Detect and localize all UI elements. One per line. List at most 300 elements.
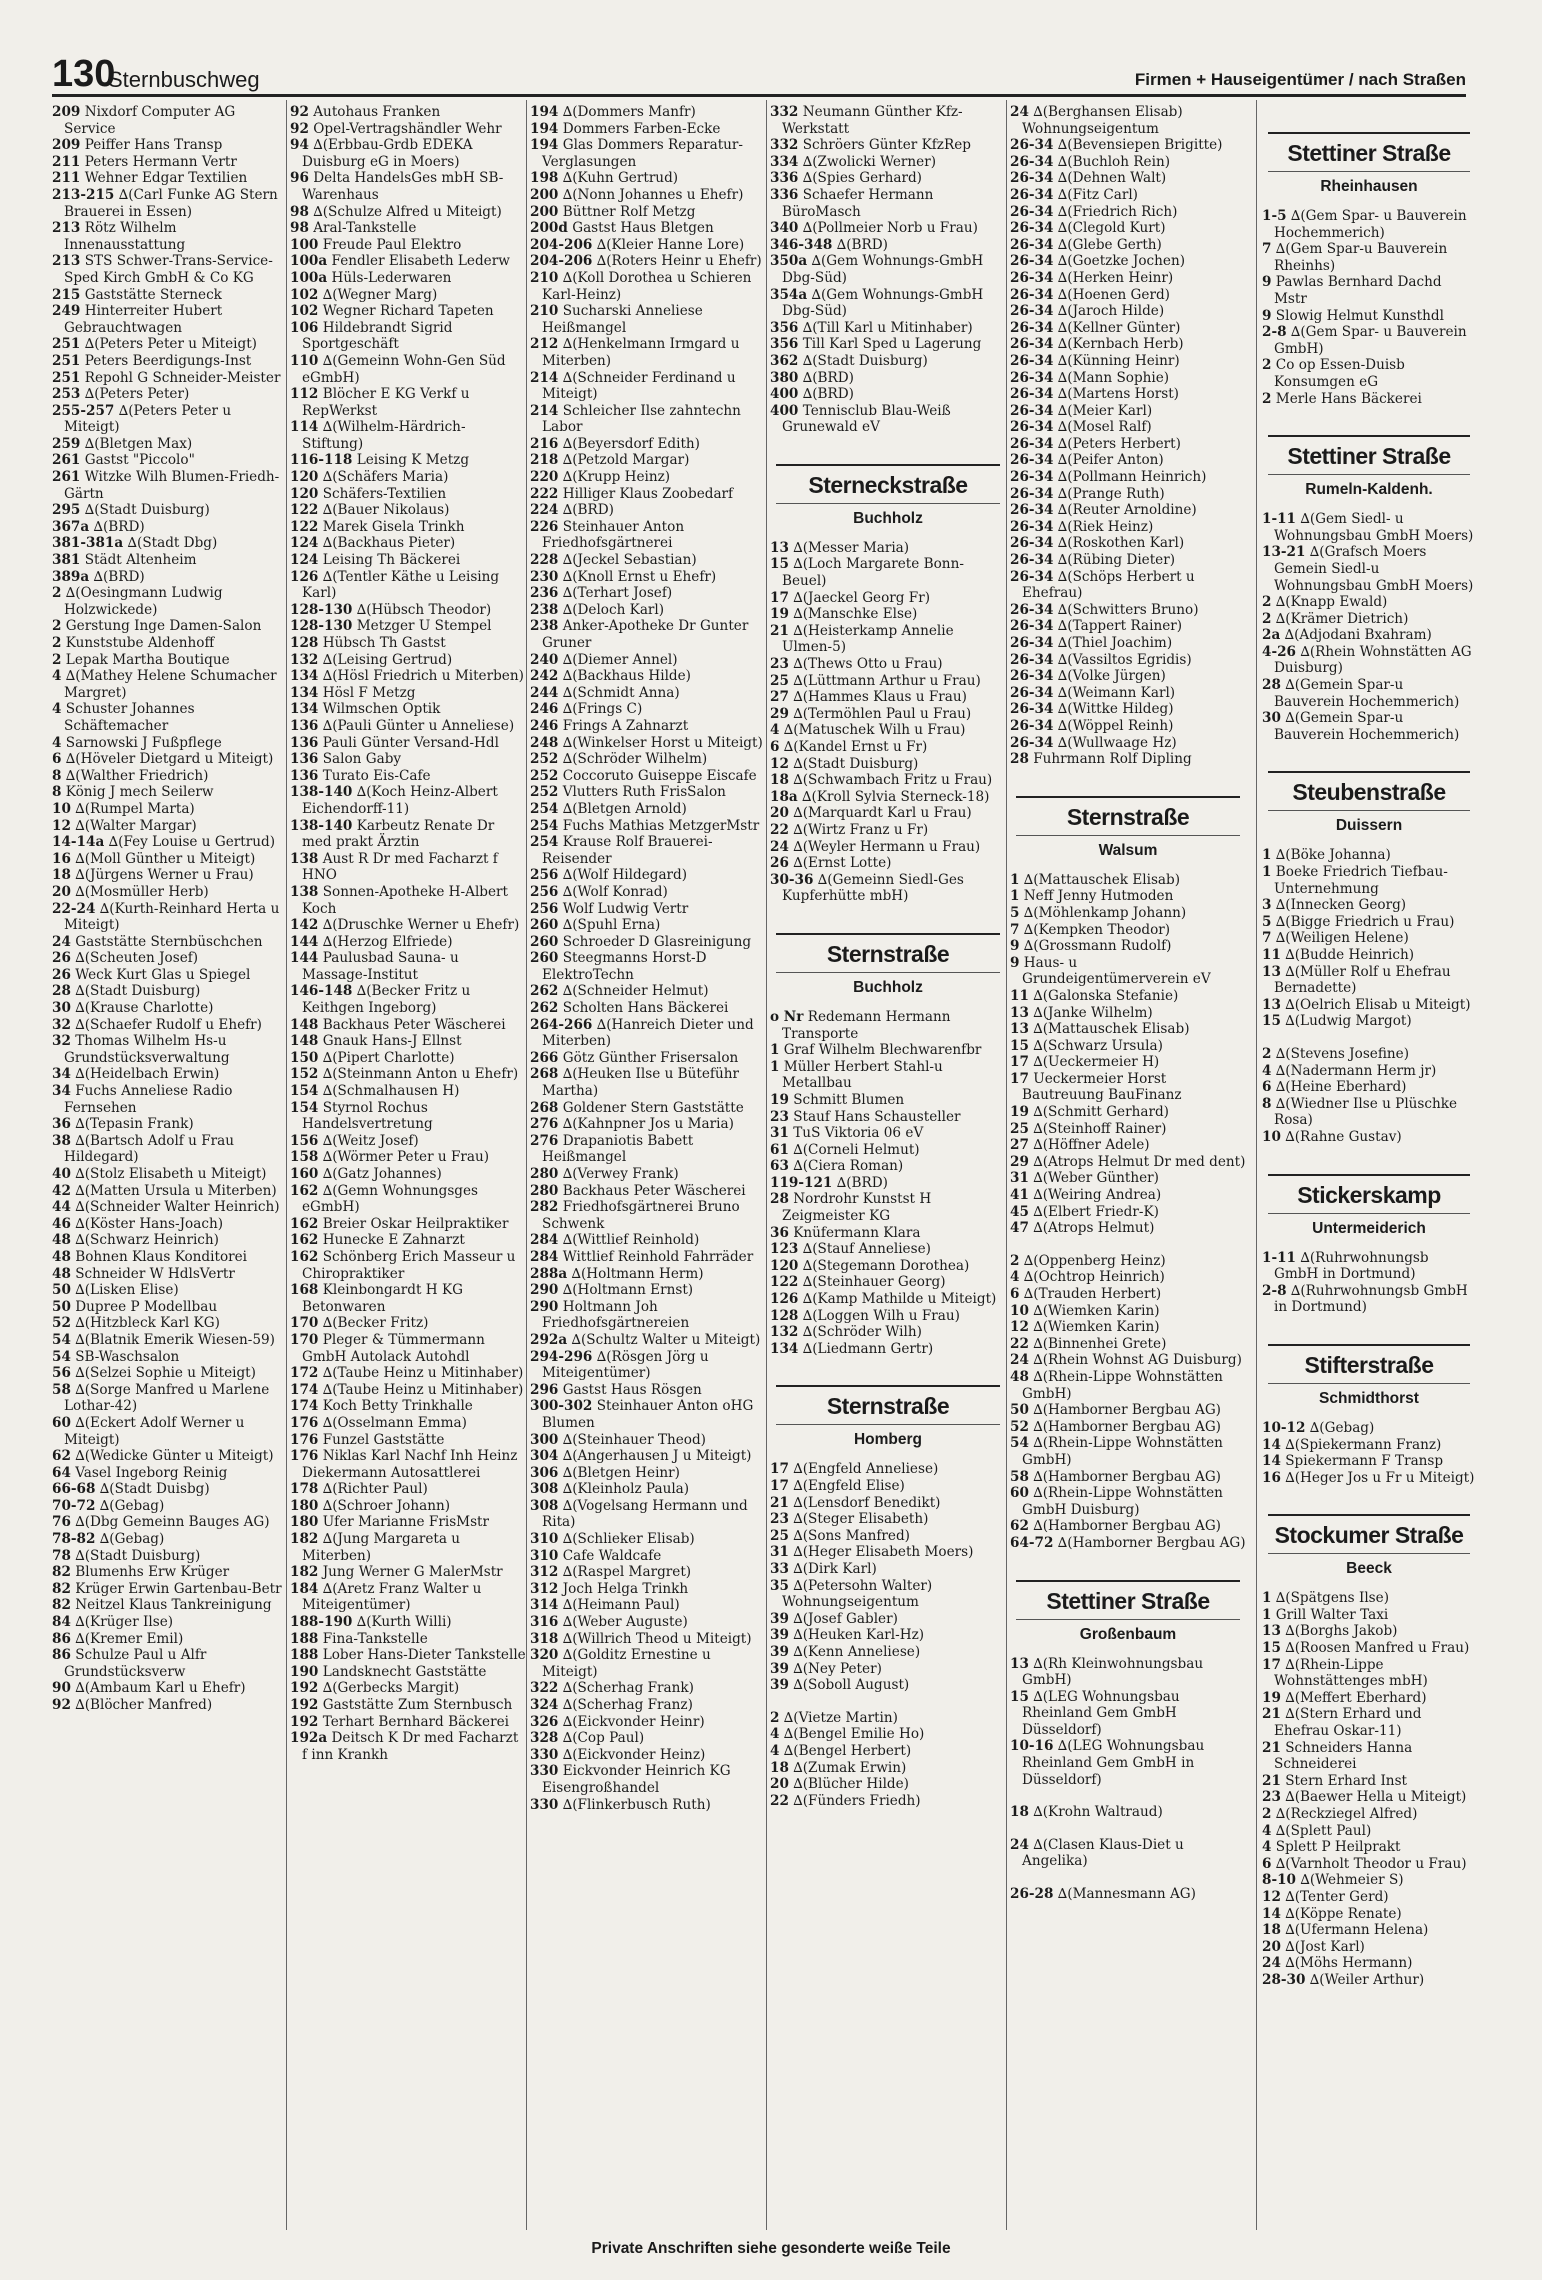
- house-number: 156: [290, 1132, 319, 1149]
- house-number: 136: [290, 717, 319, 734]
- house-number: 174: [290, 1381, 319, 1398]
- entry-text: Goldener Stern Gaststätte: [558, 1099, 744, 1116]
- house-number: 30-36: [770, 871, 814, 888]
- entry-text: ∆(Hamborner Bergbau AG): [1028, 1402, 1221, 1419]
- entry-text: ∆(Mattauschek Elisab): [1028, 1021, 1190, 1038]
- entry-text: ∆(Blücher Hilde): [788, 1776, 909, 1793]
- house-number: 194: [530, 104, 559, 120]
- entry-text: Gnauk Hans-J Ellnst: [318, 1033, 462, 1050]
- listing-entry: [290, 1066, 526, 1083]
- listing-entry: [530, 751, 766, 768]
- entry-text: ∆(Roters Heinr u Ehefr): [592, 253, 762, 270]
- entry-text: ∆(Heger Elisabeth Moers): [788, 1544, 974, 1561]
- listing-entry: [290, 1033, 526, 1050]
- house-number: 46: [52, 1215, 71, 1232]
- house-number: 282: [530, 1199, 559, 1216]
- entry-text: ∆(Kurth Willi): [352, 1614, 452, 1631]
- entry-text: Peters Hermann Vertr: [80, 153, 237, 170]
- listing-entry: [770, 170, 1006, 187]
- entry-text: ∆(Gemeinn Siedl-Ges Kupferhütte mbH): [782, 871, 964, 905]
- listing-entry: [530, 784, 766, 801]
- house-number: 15: [770, 556, 789, 573]
- listing-entry: [770, 1341, 1006, 1358]
- house-number: 22: [770, 1792, 789, 1809]
- house-number: 310: [530, 1531, 559, 1548]
- house-number: 316: [530, 1614, 559, 1631]
- listing-entry: [1010, 237, 1246, 254]
- listing-entry: [1262, 1955, 1476, 1972]
- entry-text: ∆(Peters Peter): [80, 386, 190, 403]
- entry-text: ∆(Corneli Helmut): [788, 1141, 920, 1158]
- house-number: 256: [530, 883, 559, 900]
- house-number: 18a: [770, 788, 798, 805]
- entry-text: ∆(Weber Auguste): [558, 1614, 688, 1631]
- entry-text: ∆(Kenn Anneliese): [788, 1643, 921, 1660]
- house-number: 123: [770, 1241, 799, 1258]
- listing-entry: [1010, 336, 1246, 353]
- listing-entry: [1010, 1435, 1246, 1468]
- house-number: 381-381a: [52, 535, 124, 552]
- entry-text: ∆(Künning Heinr): [1053, 352, 1180, 369]
- house-number: 215: [52, 286, 81, 303]
- listing-entry: [1010, 685, 1246, 702]
- entry-text: ∆(Jaeckel Georg Fr): [788, 589, 931, 606]
- listing-entry: [1262, 1063, 1476, 1080]
- district-name: Rumeln-Kaldenh.: [1305, 481, 1433, 499]
- house-number: 266: [530, 1049, 559, 1066]
- entry-text: Metzger U Stempel: [352, 618, 492, 635]
- house-number: 39: [770, 1610, 789, 1627]
- listing-entry: [290, 170, 526, 203]
- entry-text: ∆(Jost Karl): [1280, 1938, 1365, 1955]
- listing-entry: [1262, 947, 1476, 964]
- listing-entry: [770, 1059, 1006, 1092]
- house-number: 39: [770, 1627, 789, 1644]
- entry-text: ∆(Pauli Günter u Anneliese): [318, 717, 515, 734]
- street-section-header: [776, 933, 1000, 1003]
- entry-text: ∆(Gebag): [95, 1497, 165, 1514]
- listing-entry: [770, 1125, 1006, 1142]
- house-number: 188: [290, 1630, 319, 1647]
- listing-entry: [1262, 710, 1476, 743]
- entry-text: ∆(Messer Maria): [788, 539, 910, 556]
- listing-entry: [52, 983, 288, 1000]
- entry-text: Nixdorf Computer AG Service: [64, 104, 236, 137]
- house-number: 128: [290, 635, 319, 651]
- house-number: 308: [530, 1481, 559, 1498]
- listing-entry: [290, 1149, 526, 1166]
- listing-entry: [770, 320, 1006, 337]
- entry-text: ∆(Knapp Ewald): [1271, 594, 1388, 611]
- entry-text: ∆(Moll Günther u Miteigt): [70, 850, 256, 867]
- house-number: 276: [530, 1132, 559, 1149]
- entry-text: ∆(Clegold Kurt): [1053, 220, 1166, 237]
- listing-entry: [530, 1763, 766, 1796]
- listing-entry: [1262, 1839, 1476, 1856]
- entry-text: Neitzel Klaus Tankreinigung: [70, 1597, 272, 1614]
- listing-entry: [530, 1000, 766, 1017]
- entry-text: ∆(Gem Wohnungs-GmbH Dbg-Süd): [782, 253, 984, 286]
- entry-text: ∆(Thews Otto u Frau): [788, 656, 943, 673]
- listing-entry: [770, 1511, 1006, 1528]
- listing-entry: [530, 1697, 766, 1714]
- listing-entry: [290, 552, 526, 569]
- house-number: 214: [530, 369, 559, 386]
- house-number: 152: [290, 1066, 319, 1083]
- listing-entry: [530, 618, 766, 651]
- entry-text: ∆(Lüttmann Arthur u Frau): [788, 672, 981, 689]
- entry-text: Peiffer Hans Transp: [80, 137, 223, 154]
- listing-entry: [770, 220, 1006, 237]
- house-number: 6: [52, 751, 62, 768]
- entry-text: ∆(Zwolicki Werner): [798, 153, 936, 170]
- listing-entry: [530, 1448, 766, 1465]
- listing-spacer: [1010, 1237, 1246, 1253]
- listing-entry: [530, 253, 766, 270]
- entry-text: ∆(Zumak Erwin): [788, 1759, 907, 1776]
- entry-text: ∆(Wiedner Ilse u Plüschke Rosa): [1271, 1095, 1458, 1129]
- entry-text: ∆(Möhlenkamp Johann): [1019, 904, 1187, 921]
- listing-entry: [52, 1581, 288, 1598]
- house-number: 33: [770, 1560, 789, 1577]
- listing-entry: [1262, 357, 1476, 390]
- house-number: 184: [290, 1580, 319, 1597]
- house-number: 20: [770, 805, 789, 822]
- listing-entry: [1010, 618, 1246, 635]
- listing-entry: [1262, 1640, 1476, 1657]
- house-number: 26-34: [1010, 618, 1054, 635]
- house-number: 26-34: [1010, 336, 1054, 353]
- entry-text: ∆(Krause Charlotte): [70, 1000, 214, 1017]
- listing-entry: [52, 668, 288, 701]
- listing-entry: [770, 1627, 1006, 1644]
- entry-text: ∆(Hamborner Bergbau AG): [1028, 1468, 1221, 1485]
- entry-text: ∆(Holtmann Ernst): [558, 1282, 694, 1299]
- house-number: 182: [290, 1531, 319, 1548]
- house-number: 294-296: [530, 1348, 593, 1365]
- entry-text: ∆(Backhaus Pieter): [318, 535, 456, 552]
- entry-text: ∆(Janke Wilhelm): [1028, 1004, 1153, 1021]
- entry-text: ∆(Mann Sophie): [1053, 369, 1170, 386]
- entry-text: ∆(Ruhrwohnungsb GmbH in Dortmund): [1274, 1249, 1429, 1283]
- listing-entry: [530, 652, 766, 669]
- listing-entry: [290, 469, 526, 486]
- house-number: 13: [1262, 963, 1281, 980]
- entry-text: ∆(Kleinholz Paula): [558, 1481, 690, 1498]
- listing-entry: [1262, 1806, 1476, 1823]
- entry-text: ∆(Ueckermeier H): [1028, 1054, 1160, 1071]
- listing-entry: [1262, 1453, 1476, 1470]
- house-number: 290: [530, 1282, 559, 1299]
- house-number: 28: [1010, 751, 1029, 768]
- listing-entry: [290, 353, 526, 386]
- entry-text: Opel-Vertragshändler Wehr: [308, 120, 502, 137]
- listing-entry: [1262, 1607, 1476, 1624]
- house-number: 176: [290, 1448, 319, 1465]
- listing-entry: [770, 1225, 1006, 1242]
- district-name: Großenbaum: [1079, 1625, 1177, 1643]
- listing-entry: [290, 253, 526, 270]
- house-number: 26: [52, 966, 71, 983]
- entry-text: ∆(Rahne Gustav): [1280, 1128, 1402, 1145]
- listing-entry: [530, 934, 766, 951]
- house-number: 330: [530, 1796, 559, 1813]
- house-number: 128-130: [290, 601, 353, 618]
- house-number: 31: [770, 1544, 789, 1561]
- entry-text: ∆(Selzei Sophie u Miteigt): [70, 1365, 256, 1382]
- entry-text: Vasel Ingeborg Reinig: [70, 1464, 228, 1481]
- entry-text: Cafe Waldcafe: [558, 1547, 662, 1564]
- house-number: 240: [530, 651, 559, 668]
- listing-entry: [1010, 1689, 1246, 1739]
- house-number: 400: [770, 386, 799, 403]
- house-number: 238: [530, 618, 559, 635]
- entry-text: Fina-Tankstelle: [318, 1630, 428, 1647]
- entry-text: Krause Rolf Brauerei-Reisender: [542, 834, 713, 867]
- listing-entry: [770, 1578, 1006, 1611]
- page-number: 130: [52, 53, 116, 95]
- entry-text: ∆(Köppe Renate): [1280, 1905, 1402, 1922]
- entry-text: ∆(Spätgens Ilse): [1271, 1590, 1390, 1607]
- house-number: 7: [1262, 241, 1272, 258]
- house-number: 304: [530, 1448, 559, 1465]
- listing-entry: [290, 685, 526, 702]
- listing-entry: [530, 867, 766, 884]
- house-number: 35: [770, 1577, 789, 1594]
- house-number: 1-11: [1262, 1249, 1297, 1266]
- house-number: 213: [52, 220, 81, 237]
- house-number: 262: [530, 1000, 559, 1017]
- listing-entry: [290, 701, 526, 718]
- listing-entry: [52, 1332, 288, 1349]
- entry-text: ∆(Eckert Adolf Werner u Miteigt): [64, 1414, 245, 1448]
- listing-entry: [530, 1382, 766, 1399]
- house-number: 30: [1262, 710, 1281, 727]
- listing-entry: [52, 403, 288, 436]
- house-number: 26-34: [1010, 635, 1054, 651]
- house-number: 228: [530, 552, 559, 569]
- house-number: 24: [1010, 1836, 1029, 1853]
- listing-entry: [770, 1710, 1006, 1727]
- entry-text: ∆(Gebag): [1305, 1419, 1375, 1436]
- listing-entry: [1010, 353, 1246, 370]
- entry-text: ∆(Kleier Hanne Lore): [592, 236, 745, 253]
- house-number: 136: [290, 767, 319, 784]
- listing-entry: [530, 701, 766, 718]
- entry-text: ∆(Wolf Konrad): [558, 883, 668, 900]
- listing-entry: [1262, 1889, 1476, 1906]
- listing-entry: [530, 370, 766, 403]
- listing-spacer: [1010, 1870, 1246, 1886]
- listing-entry: [290, 104, 526, 121]
- listing-entry: [290, 220, 526, 237]
- listing-entry: [530, 270, 766, 303]
- entry-text: ∆(Walther Friedrich): [61, 767, 209, 784]
- entry-text: Kleinbongardt H KG Betonwaren: [302, 1282, 463, 1315]
- entry-text: ∆(Thiel Joachim): [1053, 635, 1173, 651]
- district-name: Homberg: [853, 1431, 923, 1449]
- listing-entry: [1262, 1906, 1476, 1923]
- listing-entry: [770, 1528, 1006, 1545]
- listing-column-3: [530, 104, 766, 2232]
- entry-text: ∆(Weyler Hermann u Frau): [788, 838, 981, 855]
- house-number: 255-257: [52, 402, 115, 419]
- house-number: 138: [290, 883, 319, 900]
- entry-text: ∆(Tentler Käthe u Leising Karl): [302, 568, 500, 602]
- entry-text: ∆(Terhart Josef): [558, 585, 673, 602]
- entry-text: Merle Hans Bäckerei: [1271, 390, 1422, 407]
- house-number: 21: [770, 622, 789, 639]
- listing-entry: [52, 303, 288, 336]
- listing-column-4: [770, 104, 1006, 2232]
- entry-text: Turato Eis-Cafe: [318, 767, 431, 784]
- listing-entry: [1010, 1303, 1246, 1320]
- house-number: 84: [52, 1614, 71, 1631]
- entry-text: ∆(Scheuten Josef): [70, 950, 199, 967]
- house-number: 48: [52, 1232, 71, 1249]
- house-number: 174: [290, 1398, 319, 1415]
- entry-text: ∆(Krüger Ilse): [70, 1614, 174, 1631]
- listing-entry: [52, 287, 288, 304]
- entry-text: ∆(Ney Peter): [788, 1660, 882, 1677]
- entry-text: ∆(Goetzke Jochen): [1053, 253, 1186, 270]
- house-number: 15: [1010, 1037, 1029, 1054]
- house-number: 26: [770, 855, 789, 872]
- entry-text: ∆(Stadt Duisburg): [80, 502, 210, 519]
- entry-text: ∆(Riek Heinz): [1053, 518, 1154, 535]
- street-section-header: [1268, 132, 1470, 202]
- house-number: 144: [290, 950, 319, 967]
- entry-text: ∆(Winkelser Horst u Miteigt): [558, 734, 763, 751]
- house-number: 222: [530, 485, 559, 502]
- house-number: 211: [52, 170, 81, 187]
- entry-text: Hilliger Klaus Zoobedarf: [558, 485, 734, 502]
- house-number: 26-34: [1010, 153, 1054, 170]
- entry-text: Krüger Erwin Gartenbau-Betr: [70, 1580, 282, 1597]
- house-number: 54: [52, 1348, 71, 1365]
- listing-entry: [52, 253, 288, 286]
- listing-entry: [52, 569, 288, 586]
- house-number: 220: [530, 469, 559, 486]
- house-number: 1: [770, 1058, 780, 1075]
- entry-text: ∆(Leising Gertrud): [318, 651, 453, 668]
- entry-text: ∆(Wörmer Peter u Frau): [318, 1149, 490, 1166]
- house-number: 26-34: [1010, 386, 1054, 403]
- house-number: 18: [770, 772, 789, 789]
- listing-entry: [770, 1274, 1006, 1291]
- entry-text: ∆(Splett Paul): [1271, 1822, 1372, 1839]
- listing-entry: [530, 718, 766, 735]
- entry-text: Delta HandelsGes mbH SB-Warenhaus: [302, 170, 504, 203]
- listing-entry: [530, 1797, 766, 1814]
- entry-text: Redemann Hermann Transporte: [782, 1008, 951, 1042]
- listing-entry: [770, 1009, 1006, 1042]
- listing-entry: [530, 1100, 766, 1117]
- listing-entry: [290, 1531, 526, 1564]
- house-number: 252: [530, 767, 559, 784]
- house-number: 4-26: [1262, 643, 1297, 660]
- house-number: 38: [52, 1132, 71, 1149]
- listing-entry: [770, 287, 1006, 320]
- entry-text: ∆(Elbert Friedr-K): [1028, 1203, 1159, 1220]
- entry-text: ∆(Wöppel Reinh): [1053, 717, 1174, 734]
- listing-entry: [530, 204, 766, 221]
- entry-text: Gastst Haus Bletgen: [567, 220, 714, 237]
- listing-entry: [770, 722, 1006, 739]
- listing-entry: [1262, 1706, 1476, 1739]
- entry-text: ∆(Stadt Duisburg): [70, 983, 201, 1000]
- entry-text: ∆(Martens Horst): [1053, 386, 1179, 403]
- house-number: 322: [530, 1680, 559, 1697]
- street-section-header: [1268, 1174, 1470, 1244]
- house-number: 2a: [1262, 627, 1281, 644]
- house-number: 13: [770, 539, 789, 556]
- listing-entry: [290, 237, 526, 254]
- house-number: 26-34: [1010, 303, 1054, 320]
- listing-entry: [1010, 888, 1246, 905]
- house-number: 45: [1010, 1203, 1029, 1220]
- listing-entry: [770, 855, 1006, 872]
- entry-text: ∆(Bletgen Heinr): [558, 1464, 680, 1481]
- entry-text: ∆(Dirk Karl): [788, 1560, 877, 1577]
- entry-text: Glas Dommers Reparatur-Verglasungen: [542, 137, 744, 170]
- entry-text: ∆(Oelrich Elisab u Miteigt): [1280, 996, 1471, 1013]
- entry-text: ∆(Hamborner Bergbau AG): [1028, 1418, 1221, 1435]
- listing-entry: [290, 1614, 526, 1631]
- entry-text: ∆(BRD): [89, 518, 145, 535]
- listing-entry: [530, 1548, 766, 1565]
- listing-entry: [530, 768, 766, 785]
- entry-text: ∆(Angerhausen J u Miteigt): [558, 1448, 752, 1465]
- entry-text: ∆(Jung Margareta u Miterben): [302, 1531, 461, 1564]
- entry-text: ∆(Ufermann Helena): [1280, 1922, 1429, 1939]
- entry-text: Terhart Bernhard Bäckerei: [318, 1713, 509, 1730]
- house-number: 2: [52, 618, 62, 635]
- listing-entry: [1262, 1823, 1476, 1840]
- entry-text: ∆(Wehmeier S): [1296, 1872, 1404, 1889]
- house-number: 252: [530, 751, 559, 768]
- entry-text: ∆(Clasen Klaus-Diet u Angelika): [1022, 1836, 1184, 1870]
- listing-entry: [530, 569, 766, 586]
- listing-entry: [530, 917, 766, 934]
- house-number: 256: [530, 900, 559, 917]
- district-name: Buchholz: [853, 978, 923, 996]
- entry-text: ∆(Stauf Anneliese): [798, 1241, 931, 1258]
- house-number: 48: [52, 1248, 71, 1265]
- listing-entry: [1262, 511, 1476, 544]
- entry-text: ∆(Peters Herbert): [1053, 435, 1181, 452]
- listing-entry: [1010, 552, 1246, 569]
- listing-entry: [1010, 452, 1246, 469]
- house-number: 25: [770, 672, 789, 689]
- house-number: 14: [1262, 1436, 1281, 1453]
- listing-entry: [52, 768, 288, 785]
- listing-column-1: [52, 104, 288, 2232]
- listing-entry: [1010, 469, 1246, 486]
- listing-entry: [52, 1631, 288, 1648]
- entry-text: ∆(Bletgen Arnold): [558, 800, 687, 817]
- listing-entry: [770, 353, 1006, 370]
- entry-text: Autohaus Franken: [308, 104, 441, 120]
- entry-text: ∆(Oesingmann Ludwig Holzwickede): [61, 585, 223, 618]
- entry-text: ∆(Bigge Friedrich u Frau): [1271, 913, 1455, 930]
- listing-entry: [1010, 436, 1246, 453]
- house-number: 32: [52, 1016, 71, 1033]
- listing-entry: [1010, 1402, 1246, 1419]
- entry-text: Gaststätte Sterneck: [80, 286, 222, 303]
- listing-entry: [1262, 997, 1476, 1014]
- listing-entry: [770, 1793, 1006, 1810]
